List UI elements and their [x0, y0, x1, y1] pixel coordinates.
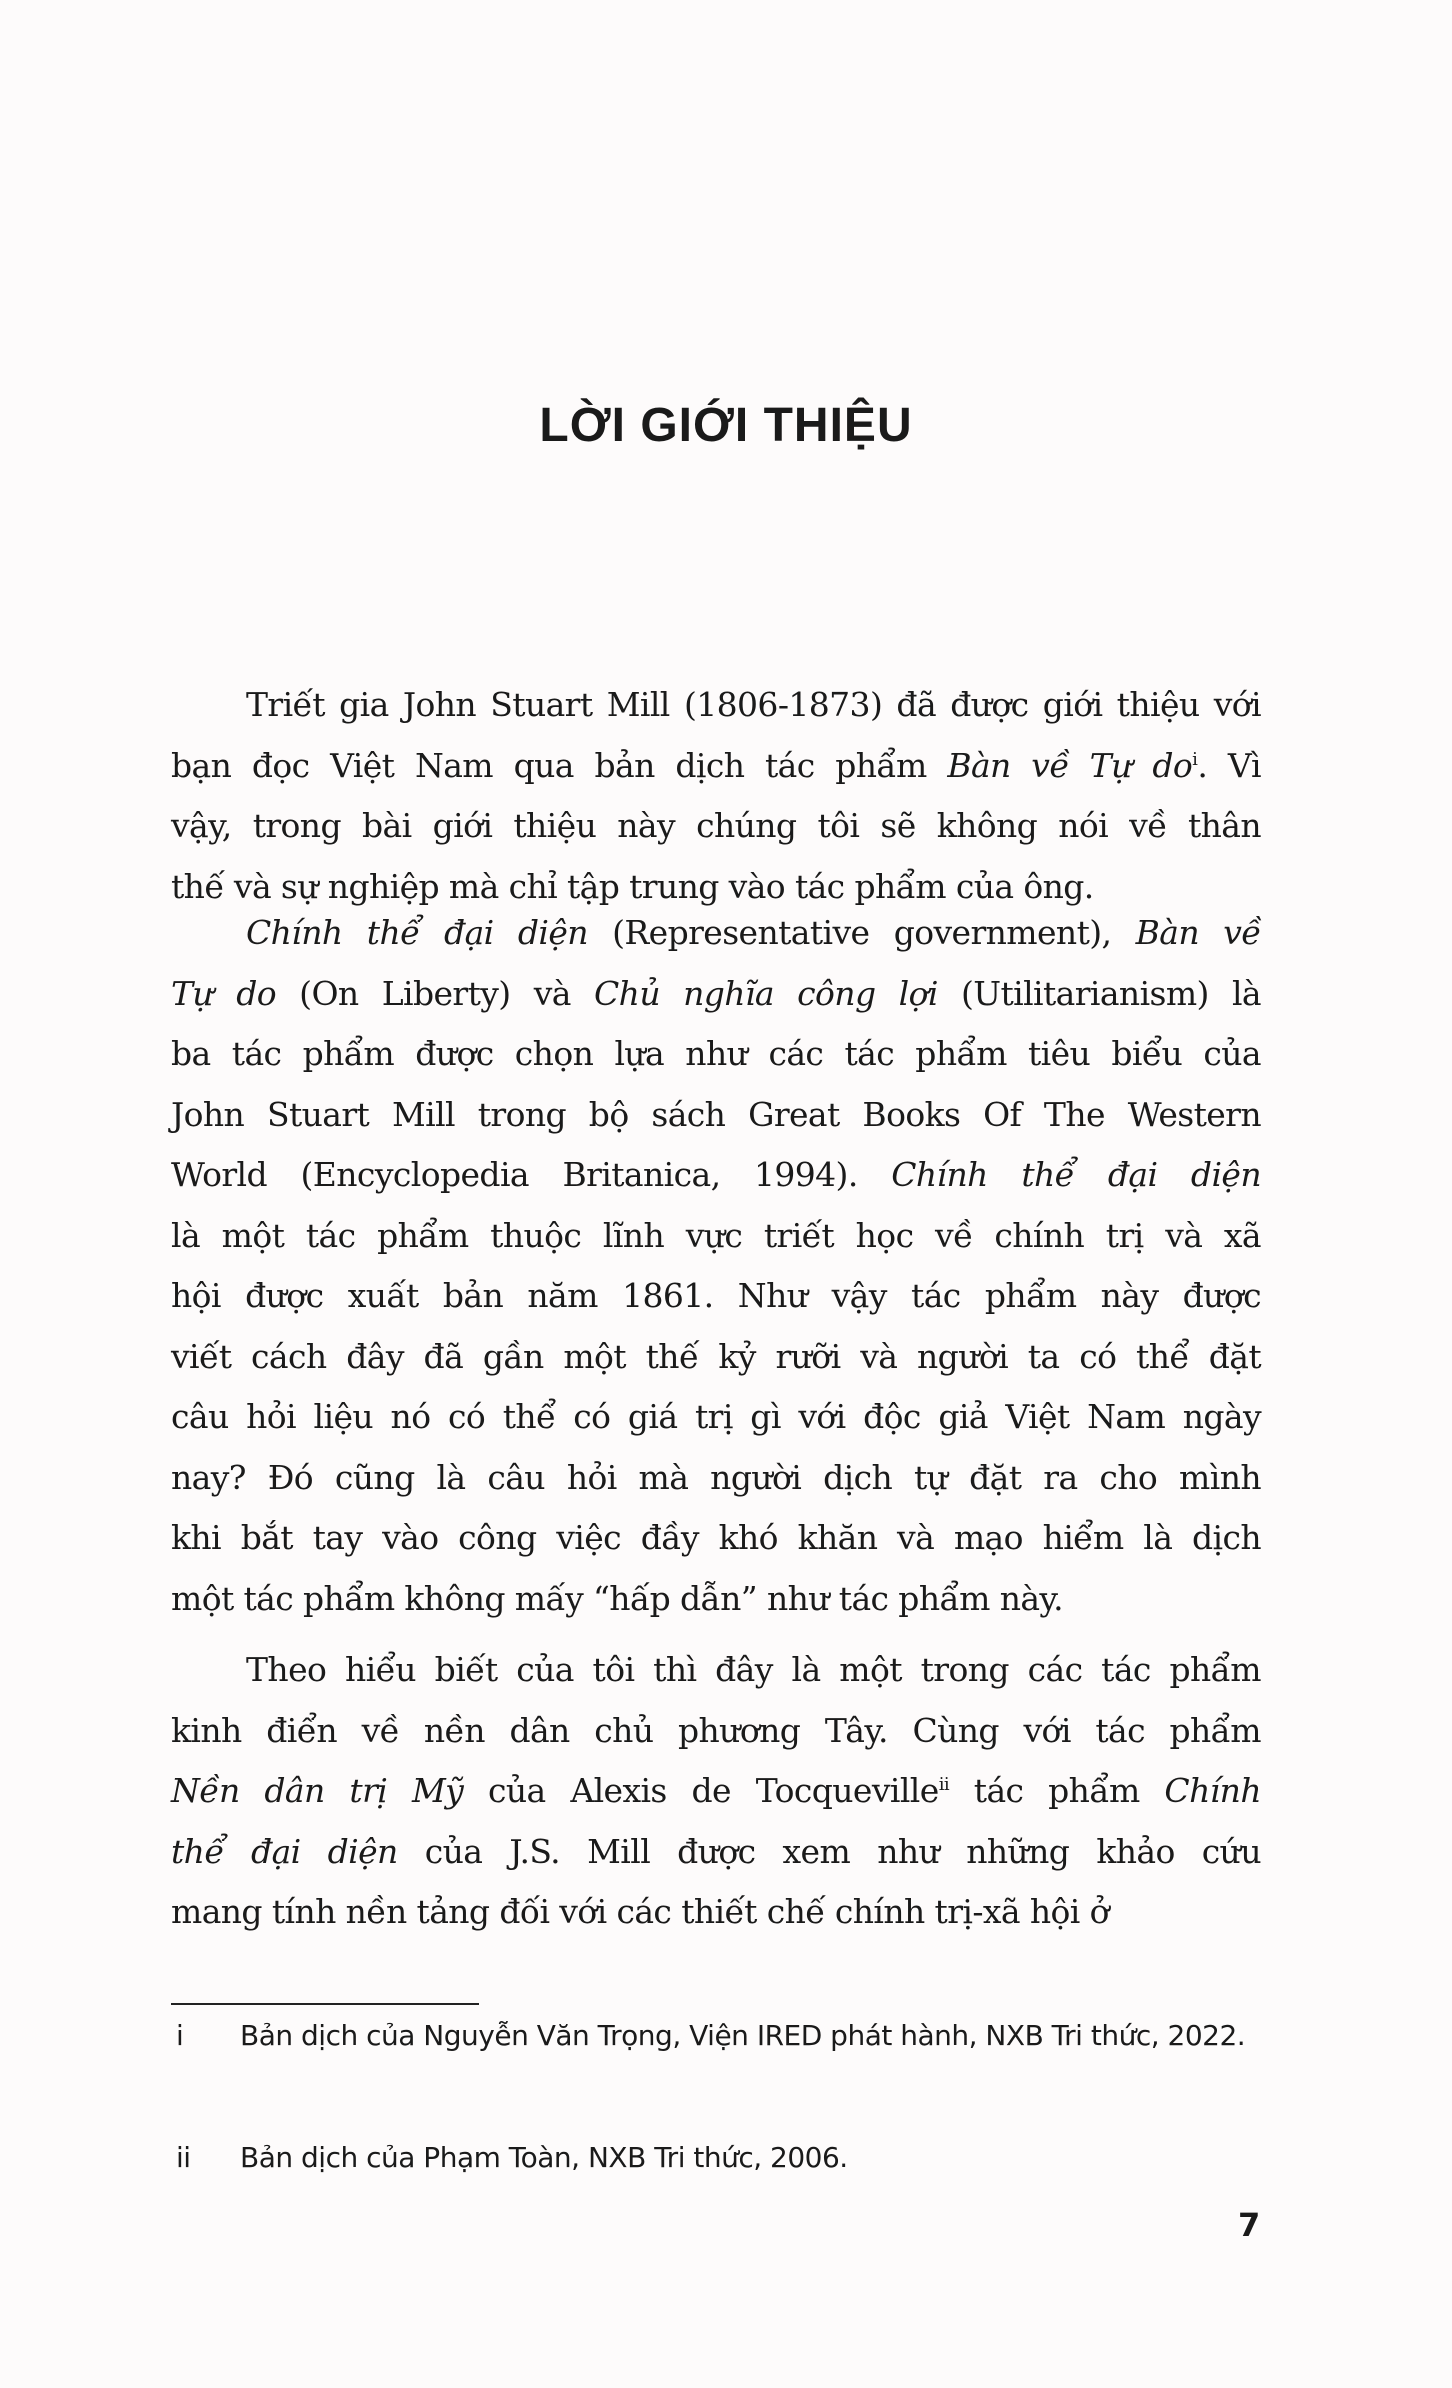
italic-title: Tự do [171, 973, 277, 1013]
text-line [171, 1206, 1261, 1267]
italic-title: Chính thể đại diện [246, 913, 588, 952]
text-segment: vậy, trong bài giới thiệu này chúng tôi sẽ không nói về thân [171, 806, 1261, 845]
italic-title: Bàn về [1135, 913, 1262, 952]
text-line [171, 1569, 1261, 1630]
text-line [171, 1640, 1261, 1701]
text-line [171, 1024, 1261, 1085]
paragraph-1 [171, 675, 1261, 917]
text-segment: của Alexis de Tocqueville [463, 1771, 939, 1810]
text-line [171, 1822, 1261, 1883]
text-segment: (On Liberty) và [276, 973, 595, 1013]
text-segment: viết cách đây đã gần một thế kỷ rưỡi và người ta có thể đặt [171, 1336, 1261, 1376]
italic-title: thể đại diện [171, 1831, 398, 1871]
footnote-divider [171, 2003, 479, 2005]
text-segment: bạn đọc Việt Nam qua bản dịch tác phẩm [171, 745, 948, 785]
text-line [171, 964, 1261, 1025]
footnote-marker: ii [176, 2141, 191, 2174]
text-line [171, 1327, 1261, 1388]
text-segment: (Utilitarianism) là [937, 973, 1262, 1013]
text-segment: kinh điển về nền dân chủ phương Tây. Cùng với tác phẩm [171, 1710, 1261, 1750]
text-segment: của J.S. Mill được xem như những khảo cứu [397, 1831, 1261, 1871]
text-segment: nay? Đó cũng là câu hỏi mà người dịch tự đặt ra cho mình [171, 1457, 1261, 1497]
footnote-1 [171, 2013, 1261, 2059]
page-number: 7 [1238, 2206, 1261, 2244]
text-line [171, 1085, 1261, 1146]
text-line [171, 1387, 1261, 1448]
text-segment: World (Encyclopedia Britanica, 1994). [171, 1155, 892, 1194]
text-segment: Triết gia John Stuart Mill (1806-1873) đã được giới thiệu với [246, 685, 1261, 724]
text-segment: hội được xuất bản năm 1861. Như vậy tác phẩm này được [171, 1276, 1261, 1315]
text-line [171, 1266, 1261, 1327]
italic-title: Chính [1164, 1771, 1261, 1810]
text-segment: John Stuart Mill trong bộ sách Great Books Of The Western [171, 1094, 1261, 1134]
footnote-reference: ii [938, 1774, 950, 1795]
italic-title: Nền dân trị Mỹ [171, 1771, 464, 1810]
italic-title: Chính thể đại diện [891, 1155, 1261, 1194]
text-segment: tác phẩm [949, 1771, 1165, 1810]
text-line [171, 675, 1261, 736]
section-title: LỜI GIỚI THIỆU [539, 399, 913, 452]
text-line [171, 1145, 1261, 1206]
italic-title: Bàn về Tự do [947, 745, 1193, 785]
footnote-2 [171, 2135, 1261, 2181]
text-segment: khi bắt tay vào công việc đầy khó khăn và mạo hiểm là dịch [171, 1518, 1261, 1557]
text-line [171, 1761, 1261, 1822]
text-line [171, 736, 1261, 797]
footnote-marker: i [176, 2019, 184, 2052]
text-segment: Theo hiểu biết của tôi thì đây là một trong các tác phẩm [246, 1650, 1261, 1689]
text-line [171, 796, 1261, 857]
italic-title: Chủ nghĩa công lợi [594, 973, 938, 1013]
text-segment: ba tác phẩm được chọn lựa như các tác phẩm tiêu biểu của [171, 1034, 1261, 1073]
paragraph-3 [171, 1640, 1261, 1943]
footnote-text: Bản dịch của Nguyễn Văn Trọng, Viện IRED phát hành, NXB Tri thức, 2022. [240, 2019, 1246, 2052]
text-line [171, 1701, 1261, 1762]
text-segment: câu hỏi liệu nó có thể có giá trị gì với độc giả Việt Nam ngày [171, 1397, 1261, 1436]
text-line [171, 903, 1261, 964]
text-line [171, 1508, 1261, 1569]
text-segment: mang tính nền tảng đối với các thiết chế chính trị-xã hội ở [171, 1892, 1109, 1931]
text-line [171, 1448, 1261, 1509]
footnote-reference: i [1192, 748, 1198, 770]
footnote-text: Bản dịch của Phạm Toàn, NXB Tri thức, 2006. [240, 2141, 848, 2174]
text-segment: là một tác phẩm thuộc lĩnh vực triết học về chính trị và xã [171, 1215, 1261, 1255]
text-segment: thế và sự nghiệp mà chỉ tập trung vào tác phẩm của ông. [171, 866, 1094, 906]
text-segment: một tác phẩm không mấy “hấp dẫn” như tác phẩm này. [171, 1578, 1063, 1618]
text-segment: . Vì [1197, 745, 1262, 785]
text-line [171, 1882, 1261, 1943]
paragraph-2 [171, 903, 1261, 1629]
text-segment: (Representative government), [587, 913, 1136, 952]
